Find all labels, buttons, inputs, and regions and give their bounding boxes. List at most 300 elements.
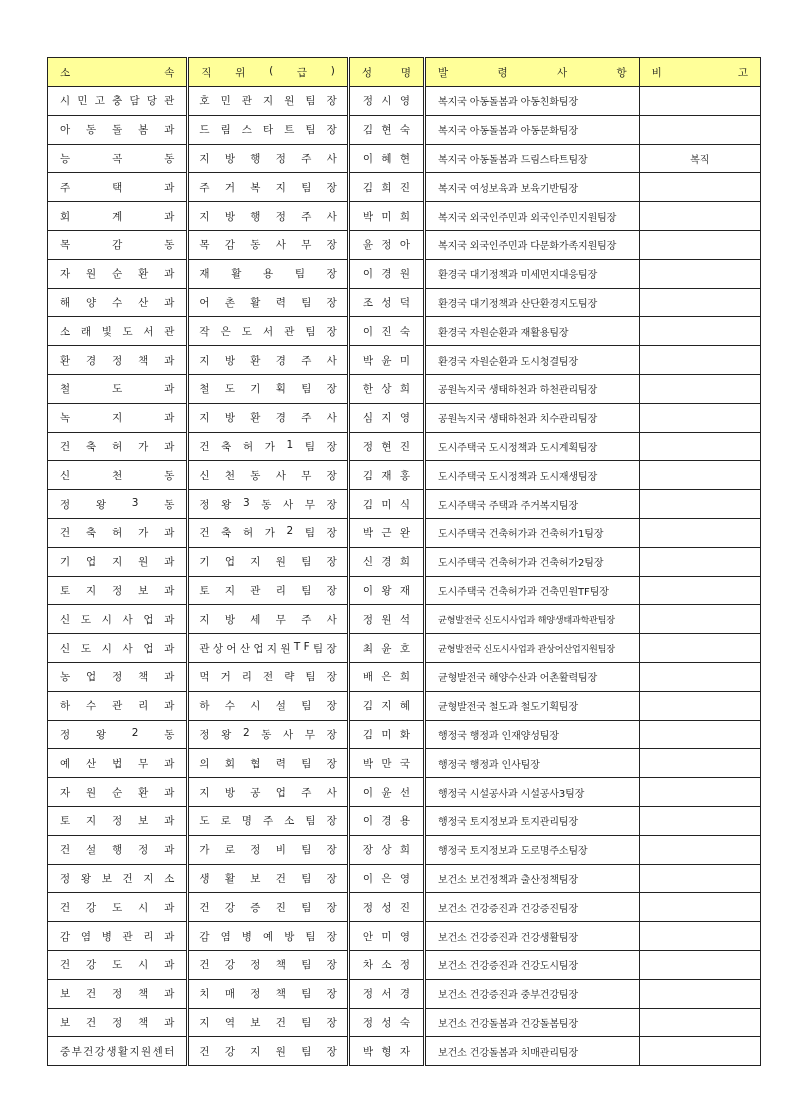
- dept-cell-text: 자 원 순 환 과: [60, 786, 175, 799]
- order-cell: 환경국 대기정책과 산단환경지도팀장: [425, 288, 640, 317]
- dept-cell-text: 환 경 정 책 과: [60, 354, 175, 367]
- note-cell: [639, 979, 760, 1008]
- dept-cell: [48, 144, 188, 173]
- dept-cell-text: 녹 지 과: [60, 412, 175, 425]
- name-cell-text: 김 재 홍: [362, 469, 411, 482]
- note-cell: [639, 835, 760, 864]
- note-cell: [639, 115, 760, 144]
- position-cell-text: 재 활 용 팀 장: [199, 268, 337, 281]
- dept-cell-text: 중 부 건 강 생 활 지 원 센 터: [60, 1045, 175, 1058]
- name-cell: [348, 115, 424, 144]
- name-cell: [348, 605, 424, 634]
- table-row: [48, 317, 761, 346]
- table-row: [48, 1008, 761, 1037]
- dept-cell-text: 아 동 돌 봄 과: [60, 124, 175, 137]
- name-cell: [348, 317, 424, 346]
- table-row: [48, 634, 761, 663]
- dept-cell: [48, 979, 188, 1008]
- dept-cell-text: 신 도 시 사 업 과: [60, 642, 175, 655]
- note-cell: [639, 403, 760, 432]
- name-cell: [348, 864, 424, 893]
- dept-cell-text: 회 계 과: [60, 210, 175, 223]
- name-cell-text: 이 경 용: [362, 815, 411, 828]
- table-row: [48, 490, 761, 519]
- name-cell-text: 조 성 덕: [362, 296, 411, 309]
- order-cell: 도시주택국 건축허가과 건축허가2팀장: [425, 547, 640, 576]
- order-cell: 보건소 건강돌봄과 치매관리팀장: [425, 1037, 640, 1066]
- position-cell: [188, 202, 348, 231]
- dept-cell: [48, 864, 188, 893]
- name-cell-text: 이 윤 선: [362, 786, 411, 799]
- name-cell-text: 차 소 정: [362, 959, 411, 972]
- position-cell-text: 건 축 허 가 2 팀 장: [199, 525, 337, 540]
- name-cell-text: 김 미 화: [362, 728, 411, 741]
- dept-cell: [48, 259, 188, 288]
- name-cell: [348, 893, 424, 922]
- position-cell-text: 기 업 지 원 팀 장: [199, 556, 337, 569]
- dept-cell-text: 자 원 순 환 과: [60, 268, 175, 281]
- position-cell-text: 정 왕 3 동 사 무 장: [199, 496, 337, 511]
- position-cell: [188, 115, 348, 144]
- table-row: [48, 979, 761, 1008]
- position-cell-text: 호 민 관 지 원 팀 장: [199, 95, 337, 108]
- table-row: [48, 893, 761, 922]
- position-cell-text: 지 역 보 건 팀 장: [199, 1016, 337, 1029]
- position-cell: [188, 403, 348, 432]
- order-cell: 환경국 자원순환과 도시청결팀장: [425, 346, 640, 375]
- header-dept: 소 속: [48, 58, 188, 87]
- position-cell-text: 감 염 병 예 방 팀 장: [199, 930, 337, 943]
- note-cell: [639, 259, 760, 288]
- name-cell: [348, 662, 424, 691]
- note-cell: 복직: [639, 144, 760, 173]
- name-cell: [348, 835, 424, 864]
- name-cell: [348, 173, 424, 202]
- position-cell: [188, 490, 348, 519]
- name-cell: [348, 979, 424, 1008]
- name-cell-text: 박 윤 미: [362, 354, 411, 367]
- name-cell-text: 박 만 국: [362, 757, 411, 770]
- name-cell-text: 심 지 영: [362, 412, 411, 425]
- position-cell-text: 가 로 정 비 팀 장: [199, 844, 337, 857]
- position-cell-text: 건 강 지 원 팀 장: [199, 1045, 337, 1058]
- dept-cell-text: 시 민 고 충 담 당 관: [60, 95, 175, 108]
- name-cell-text: 윤 정 아: [362, 239, 411, 252]
- dept-cell-text: 신 도 시 사 업 과: [60, 613, 175, 626]
- dept-cell: [48, 634, 188, 663]
- dept-cell-text: 건 축 허 가 과: [60, 527, 175, 540]
- dept-cell: [48, 576, 188, 605]
- dept-cell-text: 해 양 수 산 과: [60, 296, 175, 309]
- dept-cell: [48, 202, 188, 231]
- position-cell: [188, 691, 348, 720]
- dept-cell-text: 토 지 정 보 과: [60, 584, 175, 597]
- name-cell: [348, 1008, 424, 1037]
- name-cell-text: 장 상 희: [362, 844, 411, 857]
- order-cell: 균형발전국 철도과 철도기획팀장: [425, 691, 640, 720]
- position-cell-text: 어 촌 활 력 팀 장: [199, 296, 337, 309]
- name-cell: [348, 1037, 424, 1066]
- order-cell: 보건소 건강돌봄과 건강돌봄팀장: [425, 1008, 640, 1037]
- header-order: 발 령 사 항: [425, 58, 640, 87]
- name-cell: [348, 490, 424, 519]
- table-row: [48, 115, 761, 144]
- dept-cell: [48, 605, 188, 634]
- order-cell: 공원녹지국 생태하천과 하천관리팀장: [425, 374, 640, 403]
- position-cell: [188, 374, 348, 403]
- dept-cell-text: 보 건 정 책 과: [60, 988, 175, 1001]
- name-cell: [348, 950, 424, 979]
- name-cell-text: 정 현 진: [362, 440, 411, 453]
- position-cell: [188, 662, 348, 691]
- note-cell: [639, 173, 760, 202]
- name-cell: [348, 461, 424, 490]
- position-cell-text: 지 방 세 무 주 사: [199, 613, 337, 626]
- order-cell: 보건소 건강증진과 건강도시팀장: [425, 950, 640, 979]
- position-cell-text: 건 강 정 책 팀 장: [199, 959, 337, 972]
- dept-cell: [48, 230, 188, 259]
- order-cell: 도시주택국 도시정책과 도시계획팀장: [425, 432, 640, 461]
- order-cell: 복지국 아동돌봄과 아동문화팀장: [425, 115, 640, 144]
- order-cell: 복지국 여성보육과 보육기반팀장: [425, 173, 640, 202]
- position-cell: [188, 749, 348, 778]
- dept-cell-text: 건 축 허 가 과: [60, 440, 175, 453]
- name-cell-text: 정 성 숙: [362, 1016, 411, 1029]
- name-cell-text: 이 은 영: [362, 872, 411, 885]
- dept-cell: [48, 403, 188, 432]
- note-cell: [639, 547, 760, 576]
- name-cell: [348, 259, 424, 288]
- dept-cell-text: 예 산 법 무 과: [60, 757, 175, 770]
- note-cell: [639, 605, 760, 634]
- name-cell-text: 김 현 숙: [362, 124, 411, 137]
- order-cell: 보건소 건강증진과 중부건강팀장: [425, 979, 640, 1008]
- note-cell: [639, 922, 760, 951]
- position-cell-text: 지 방 행 정 주 사: [199, 210, 337, 223]
- name-cell-text: 박 형 자: [362, 1045, 411, 1058]
- header-row: [48, 58, 761, 87]
- note-cell: [639, 202, 760, 231]
- position-cell: [188, 950, 348, 979]
- note-cell: [639, 374, 760, 403]
- name-cell-text: 정 서 경: [362, 988, 411, 1001]
- order-cell: 균형발전국 해양수산과 어촌활력팀장: [425, 662, 640, 691]
- position-cell: [188, 835, 348, 864]
- table-row: [48, 806, 761, 835]
- position-cell: [188, 317, 348, 346]
- dept-cell: [48, 835, 188, 864]
- table-row: [48, 922, 761, 951]
- dept-cell: [48, 288, 188, 317]
- name-cell: [348, 634, 424, 663]
- dept-cell-text: 신 천 동: [60, 469, 175, 482]
- position-cell-text: 신 천 동 사 무 장: [199, 469, 337, 482]
- order-cell: 균형발전국 신도시사업과 해양생태과학관팀장: [425, 605, 640, 634]
- name-cell: [348, 922, 424, 951]
- position-cell-text: 먹 거 리 전 략 팀 장: [199, 671, 337, 684]
- name-cell: [348, 374, 424, 403]
- note-cell: [639, 518, 760, 547]
- name-cell: [348, 202, 424, 231]
- name-cell-text: 김 미 식: [362, 498, 411, 511]
- position-cell-text: 철 도 기 획 팀 장: [199, 383, 337, 396]
- note-cell: [639, 634, 760, 663]
- note-cell: [639, 230, 760, 259]
- name-cell-text: 최 윤 호: [362, 642, 411, 655]
- position-cell: [188, 1008, 348, 1037]
- name-cell-text: 이 경 원: [362, 268, 411, 281]
- dept-cell-text: 농 업 정 책 과: [60, 671, 175, 684]
- order-cell: 복지국 아동돌봄과 드림스타트팀장: [425, 144, 640, 173]
- dept-cell: [48, 950, 188, 979]
- position-cell: [188, 230, 348, 259]
- header-note: 비 고: [639, 58, 760, 87]
- table-row: [48, 259, 761, 288]
- table-row: [48, 1037, 761, 1066]
- dept-cell: [48, 317, 188, 346]
- table-row: [48, 173, 761, 202]
- dept-cell-text: 정 왕 2 동: [60, 726, 175, 741]
- position-cell: [188, 461, 348, 490]
- note-cell: [639, 864, 760, 893]
- position-cell-text: 지 방 행 정 주 사: [199, 152, 337, 165]
- dept-cell: [48, 1037, 188, 1066]
- note-cell: [639, 893, 760, 922]
- order-cell: 복지국 외국인주민과 다문화가족지원팀장: [425, 230, 640, 259]
- note-cell: [639, 576, 760, 605]
- position-cell: [188, 634, 348, 663]
- note-cell: [639, 432, 760, 461]
- position-cell-text: 토 지 관 리 팀 장: [199, 584, 337, 597]
- name-cell: [348, 403, 424, 432]
- name-cell: [348, 547, 424, 576]
- dept-cell: [48, 778, 188, 807]
- dept-cell-text: 하 수 관 리 과: [60, 700, 175, 713]
- header-name: 성 명: [348, 58, 424, 87]
- dept-cell: [48, 1008, 188, 1037]
- dept-cell-text: 주 택 과: [60, 181, 175, 194]
- position-cell: [188, 720, 348, 749]
- note-cell: [639, 806, 760, 835]
- table-row: [48, 576, 761, 605]
- table-row: [48, 144, 761, 173]
- position-cell: [188, 432, 348, 461]
- position-cell-text: 치 매 정 책 팀 장: [199, 988, 337, 1001]
- position-cell-text: 도 로 명 주 소 팀 장: [199, 815, 337, 828]
- position-cell-text: 의 회 협 력 팀 장: [199, 757, 337, 770]
- name-cell: [348, 720, 424, 749]
- dept-cell: [48, 662, 188, 691]
- dept-cell: [48, 432, 188, 461]
- table-row: [48, 605, 761, 634]
- dept-cell-text: 토 지 정 보 과: [60, 815, 175, 828]
- note-cell: [639, 778, 760, 807]
- order-cell: 행정국 행정과 인재양성팀장: [425, 720, 640, 749]
- name-cell: [348, 87, 424, 116]
- dept-cell: [48, 720, 188, 749]
- note-cell: [639, 950, 760, 979]
- name-cell: [348, 749, 424, 778]
- order-cell: 보건소 건강증진과 건강생활팀장: [425, 922, 640, 951]
- dept-cell-text: 능 곡 동: [60, 152, 175, 165]
- position-cell: [188, 778, 348, 807]
- position-cell-text: 드 림 스 타 트 팀 장: [199, 124, 337, 137]
- note-cell: [639, 662, 760, 691]
- name-cell-text: 박 근 완: [362, 527, 411, 540]
- order-cell: 복지국 외국인주민과 외국인주민지원팀장: [425, 202, 640, 231]
- personnel-table: [47, 57, 761, 1066]
- dept-cell-text: 기 업 지 원 과: [60, 556, 175, 569]
- table-row: [48, 432, 761, 461]
- table-row: [48, 288, 761, 317]
- name-cell: [348, 432, 424, 461]
- position-cell: [188, 922, 348, 951]
- table-row: [48, 202, 761, 231]
- note-cell: [639, 1008, 760, 1037]
- position-cell: [188, 346, 348, 375]
- note-cell: [639, 87, 760, 116]
- position-cell-text: 지 방 공 업 주 사: [199, 786, 337, 799]
- position-cell-text: 작 은 도 서 관 팀 장: [199, 325, 337, 338]
- dept-cell: [48, 922, 188, 951]
- name-cell-text: 이 혜 현: [362, 152, 411, 165]
- name-cell-text: 신 경 희: [362, 556, 411, 569]
- position-cell: [188, 893, 348, 922]
- name-cell: [348, 230, 424, 259]
- position-cell-text: 목 감 동 사 무 장: [199, 239, 337, 252]
- position-cell: [188, 806, 348, 835]
- dept-cell: [48, 691, 188, 720]
- name-cell-text: 배 은 희: [362, 671, 411, 684]
- name-cell-text: 정 원 석: [362, 613, 411, 626]
- name-cell-text: 이 진 숙: [362, 325, 411, 338]
- table-row: [48, 778, 761, 807]
- order-cell: 균형발전국 신도시사업과 관상어산업지원팀장: [425, 634, 640, 663]
- dept-cell: [48, 547, 188, 576]
- dept-cell-text: 철 도 과: [60, 383, 175, 396]
- table-row: [48, 749, 761, 778]
- position-cell-text: 지 방 환 경 주 사: [199, 354, 337, 367]
- table-row: [48, 720, 761, 749]
- note-cell: [639, 317, 760, 346]
- name-cell-text: 박 미 희: [362, 210, 411, 223]
- position-cell-text: 하 수 시 설 팀 장: [199, 700, 337, 713]
- position-cell-text: 주 거 복 지 팀 장: [199, 181, 337, 194]
- note-cell: [639, 720, 760, 749]
- position-cell: [188, 518, 348, 547]
- dept-cell-text: 정 왕 보 건 지 소: [60, 872, 175, 885]
- table-row: [48, 662, 761, 691]
- dept-cell: [48, 87, 188, 116]
- order-cell: 도시주택국 주택과 주거복지팀장: [425, 490, 640, 519]
- order-cell: 도시주택국 도시정책과 도시재생팀장: [425, 461, 640, 490]
- position-cell-text: 지 방 환 경 주 사: [199, 412, 337, 425]
- name-cell-text: 김 희 진: [362, 181, 411, 194]
- table-row: [48, 691, 761, 720]
- position-cell: [188, 576, 348, 605]
- order-cell: 보건소 보건정책과 출산정책팀장: [425, 864, 640, 893]
- position-cell-text: 생 활 보 건 팀 장: [199, 872, 337, 885]
- name-cell-text: 김 지 혜: [362, 700, 411, 713]
- position-cell: [188, 288, 348, 317]
- table-row: [48, 230, 761, 259]
- name-cell-text: 정 시 영: [362, 95, 411, 108]
- table-row: [48, 950, 761, 979]
- order-cell: 보건소 건강증진과 건강증진팀장: [425, 893, 640, 922]
- name-cell: [348, 806, 424, 835]
- name-cell: [348, 778, 424, 807]
- position-cell: [188, 605, 348, 634]
- dept-cell-text: 소 래 빛 도 서 관: [60, 325, 175, 338]
- order-cell: 환경국 자원순환과 재활용팀장: [425, 317, 640, 346]
- name-cell: [348, 518, 424, 547]
- dept-cell: [48, 346, 188, 375]
- name-cell: [348, 691, 424, 720]
- position-cell-text: 관 상 어 산 업 지 원 T F 팀 장: [199, 640, 337, 655]
- table-row: [48, 403, 761, 432]
- table-row: [48, 87, 761, 116]
- position-cell: [188, 173, 348, 202]
- order-cell: 공원녹지국 생태하천과 치수관리팀장: [425, 403, 640, 432]
- order-cell: 환경국 대기정책과 미세먼지대응팀장: [425, 259, 640, 288]
- dept-cell-text: 건 설 행 정 과: [60, 844, 175, 857]
- personnel-order-sheet: [47, 57, 761, 1066]
- order-cell: 행정국 토지정보과 도로명주소팀장: [425, 835, 640, 864]
- dept-cell: [48, 806, 188, 835]
- position-cell-text: 정 왕 2 동 사 무 장: [199, 726, 337, 741]
- dept-cell: [48, 518, 188, 547]
- note-cell: [639, 691, 760, 720]
- table-row: [48, 835, 761, 864]
- dept-cell: [48, 115, 188, 144]
- position-cell: [188, 547, 348, 576]
- order-cell: 행정국 행정과 인사팀장: [425, 749, 640, 778]
- dept-cell: [48, 749, 188, 778]
- note-cell: [639, 749, 760, 778]
- dept-cell-text: 보 건 정 책 과: [60, 1016, 175, 1029]
- dept-cell-text: 목 감 동: [60, 239, 175, 252]
- name-cell-text: 안 미 영: [362, 930, 411, 943]
- dept-cell-text: 정 왕 3 동: [60, 496, 175, 511]
- dept-cell-text: 건 강 도 시 과: [60, 959, 175, 972]
- name-cell: [348, 346, 424, 375]
- note-cell: [639, 461, 760, 490]
- order-cell: 행정국 시설공사과 시설공사3팀장: [425, 778, 640, 807]
- name-cell: [348, 144, 424, 173]
- dept-cell-text: 감 염 병 관 리 과: [60, 930, 175, 943]
- name-cell-text: 한 상 희: [362, 383, 411, 396]
- note-cell: [639, 490, 760, 519]
- position-cell-text: 건 축 허 가 1 팀 장: [199, 438, 337, 453]
- dept-cell-text: 건 강 도 시 과: [60, 901, 175, 914]
- table-row: [48, 374, 761, 403]
- table-row: [48, 346, 761, 375]
- position-cell: [188, 1037, 348, 1066]
- order-cell: 도시주택국 건축허가과 건축허가1팀장: [425, 518, 640, 547]
- order-cell: 행정국 토지정보과 토지관리팀장: [425, 806, 640, 835]
- dept-cell: [48, 893, 188, 922]
- position-cell: [188, 979, 348, 1008]
- dept-cell: [48, 490, 188, 519]
- table-row: [48, 547, 761, 576]
- position-cell-text: 건 강 증 진 팀 장: [199, 901, 337, 914]
- name-cell-text: 이 왕 재: [362, 584, 411, 597]
- dept-cell: [48, 461, 188, 490]
- table-row: [48, 518, 761, 547]
- name-cell: [348, 576, 424, 605]
- table-row: [48, 864, 761, 893]
- position-cell: [188, 87, 348, 116]
